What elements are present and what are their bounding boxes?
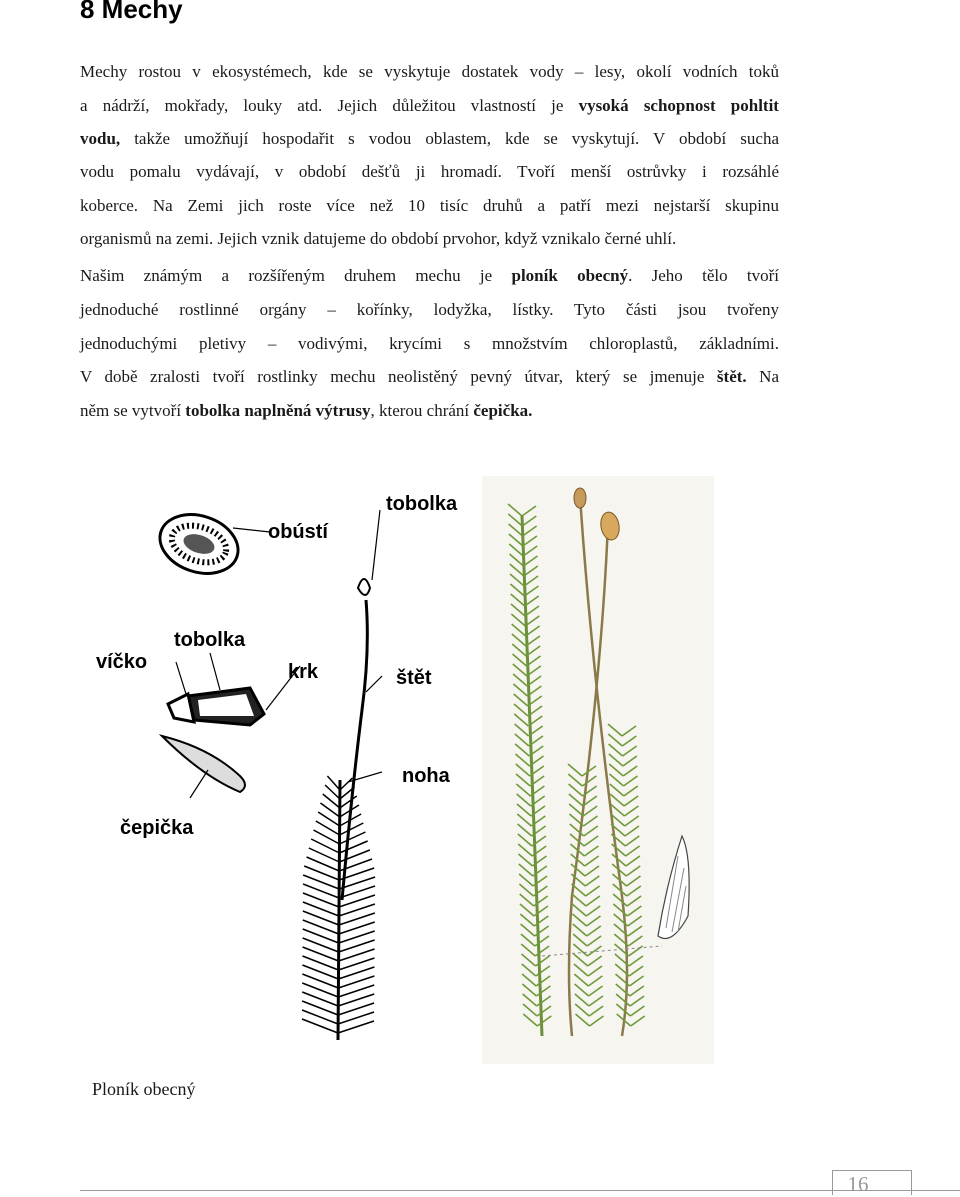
text-run: něm se vytvoří <box>80 401 186 420</box>
label-noha: noha <box>402 765 450 787</box>
paragraph-line <box>80 96 779 116</box>
text-run: , kterou chrání <box>370 401 474 420</box>
chapter-heading: 8 Mechy <box>80 0 183 24</box>
text-run: . Jeho tělo tvoří <box>628 266 779 285</box>
paragraph-line <box>80 129 779 149</box>
label-stet: štět <box>396 667 432 689</box>
paragraph-line <box>80 334 779 354</box>
paragraph-line <box>80 266 779 286</box>
paragraph-line <box>80 300 779 320</box>
paragraph-line <box>80 229 779 249</box>
text-run: takže umožňují hospodařit s vodou oblastem, kde se vyskytují. V období sucha <box>120 129 779 148</box>
footer-divider <box>80 1190 960 1191</box>
peristome-illustration <box>152 505 245 583</box>
bold-text-run: tobolka naplněná výtrusy <box>185 401 371 420</box>
bold-text-run: ploník obecný <box>511 266 629 285</box>
text-run: Na <box>746 367 779 386</box>
paragraph-line <box>80 62 779 82</box>
paragraph-line <box>80 401 779 421</box>
text-run: a nádrží, mokřady, louky atd. Jejich důležitou vlastností je <box>80 96 579 115</box>
bold-text-run: štět. <box>716 367 747 386</box>
label-vicko: víčko <box>96 651 148 673</box>
text-run: jednoduché rostlinné orgány – kořínky, lodyžka, lístky. Tyto části jsou tvořeny <box>80 300 779 319</box>
moss-color-illustration <box>482 476 714 1064</box>
text-run: koberce. Na Zemi jich roste více než 10 tisíc druhů a patří mezi nejstarší skupinu <box>80 196 779 215</box>
leaf-stroke <box>327 776 340 790</box>
bold-text-run: čepička. <box>473 401 533 420</box>
label-tobolka-top: tobolka <box>386 493 458 515</box>
label-tobolka-mid: tobolka <box>174 629 246 651</box>
page-number: 16 <box>847 1172 869 1196</box>
text-run: jednoduchými pletivy – vodivými, krycími s množstvím chloroplastů, základními. <box>80 334 779 353</box>
text-run: Mechy rostou v ekosystémech, kde se vyskytuje dostatek vody – lesy, okolí vodních toků <box>80 62 779 81</box>
text-run: V době zralosti tvoří rostlinky mechu neolistěný pevný útvar, který se jmenuje <box>80 367 717 386</box>
label-obusti: obústí <box>268 521 328 543</box>
figure-caption: Ploník obecný <box>92 1079 196 1099</box>
leaf-stroke <box>340 778 353 790</box>
label-cepicka: čepička <box>120 817 194 839</box>
paragraph-line <box>80 367 779 387</box>
moss-anatomy-diagram <box>90 480 470 1060</box>
text-run: Našim známým a rozšířeným druhem mechu je <box>80 266 512 285</box>
text-run: organismů na zemi. Jejich vznik datujeme do období prvohor, když vznikalo černé uhlí. <box>80 229 677 248</box>
paragraph-line <box>80 196 779 216</box>
moss-plant-illustration <box>302 579 375 1040</box>
calyptra-illustration <box>162 736 245 792</box>
text-run: vodu pomalu vydávají, v období dešťů ji hromadí. Tvoří menší ostrůvky i rozsáhlé <box>80 162 779 181</box>
capsule-parts-illustration <box>168 688 264 725</box>
paragraph-line <box>80 162 779 182</box>
label-krk: krk <box>288 661 319 683</box>
bold-text-run: vodu, <box>80 129 121 148</box>
bold-text-run: vysoká schopnost pohltit <box>578 96 779 115</box>
